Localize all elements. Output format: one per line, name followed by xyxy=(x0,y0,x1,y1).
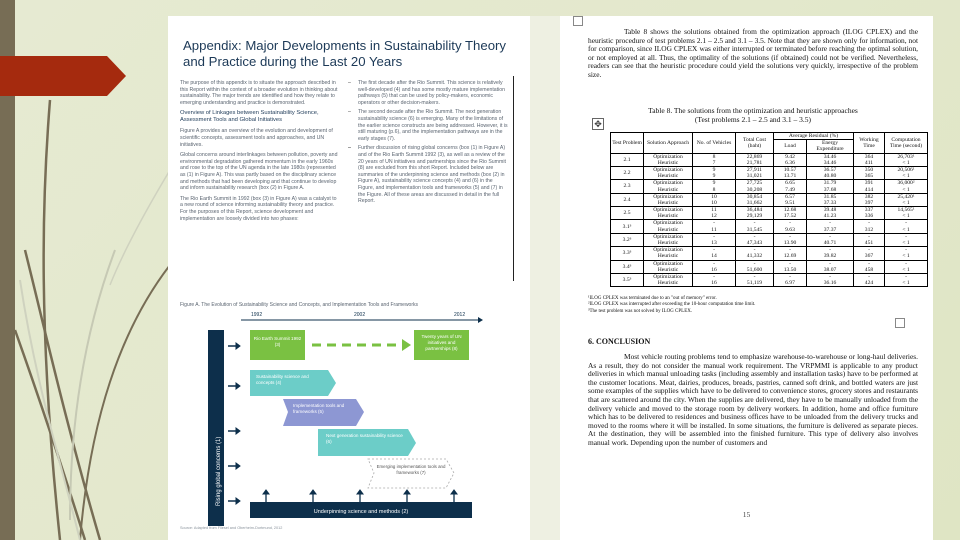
cell-test-problem: 3.2³ xyxy=(611,233,644,246)
cell-value: < 1 xyxy=(902,159,910,166)
cell-approach xyxy=(644,166,693,179)
table-caption-line: Table 8. The solutions from the optimization and heuristic approaches xyxy=(648,106,858,115)
table-caption xyxy=(588,106,918,124)
cell-value: Optimization xyxy=(653,220,683,227)
cell-test-problem: 2.3 xyxy=(611,180,644,193)
cell-vehicles xyxy=(693,207,736,220)
red-arrow-shape xyxy=(0,56,126,96)
cell-value: 37.33 xyxy=(823,199,837,206)
cell-value: 364 xyxy=(864,153,874,160)
table-move-handle[interactable]: ✥ xyxy=(592,118,604,130)
cell-value: 8 xyxy=(712,186,716,193)
cell-work xyxy=(854,233,885,246)
cell-value: - xyxy=(753,233,756,240)
concern-arrows xyxy=(228,343,240,504)
cell-value: 21,781 xyxy=(746,159,763,166)
cell-work xyxy=(854,180,885,193)
cell-comp xyxy=(885,193,928,206)
cell-value: Heuristic xyxy=(657,199,679,206)
cell-value: Heuristic xyxy=(657,186,679,193)
cell-energy xyxy=(807,207,854,220)
cell-value: - xyxy=(868,247,870,254)
cell-load xyxy=(774,166,807,179)
cell-value: 37.37 xyxy=(823,226,837,233)
cell-test-problem: 3.1³ xyxy=(611,220,644,233)
cell-value: 7 xyxy=(712,159,716,166)
cell-vehicles xyxy=(693,153,736,166)
page-number: 15 xyxy=(742,510,751,519)
cell-value: 37.68 xyxy=(823,186,837,193)
underpinning-science-label: Underpinning science and methods (2) xyxy=(313,509,409,515)
cell-value: 13 xyxy=(711,240,717,247)
cell-value: - xyxy=(713,220,715,227)
cell-cost xyxy=(736,166,774,179)
cell-value: - xyxy=(789,247,791,254)
cell-comp xyxy=(885,247,928,260)
cell-cost xyxy=(736,233,774,246)
conclusion-paragraph: Most vehicle routing problems tend to emphasize warehouse-to-warehouse or long-haul deliveries. As a result, they do not consider the manual work requirement. The VRPMMI is applicable to any product deliveries in which manual unloading tasks (including assembly and installation tasks) have to be performed at the customer locations. Meat, dairies, produces, breads, pastries, canned soft drink, and bottled waters are just some examples of the supplies which have to be delivered to convenience stores, grocery stores and restaurants that are scattered around the city. When the supplies are delivered, they have to be manually unloaded from the delivery vehicle and moved to the storage room by delivery workers. In addition, home and office furniture which has to be delivered to residences and business offices have to be unloaded from the delivery trucks and moved to the rooms where it will be installed. In some situations, the furniture is delivered as separate pieces. At the destination, they will be assembled into the finished furniture. This type of delivery also involves manual work. Depending upon the number of customers and xyxy=(588,352,918,447)
cell-value: - xyxy=(789,273,791,280)
cell-value: 41,332 xyxy=(746,253,763,260)
cell-energy xyxy=(807,153,854,166)
cell-value: 51,600 xyxy=(746,266,763,273)
cell-cost xyxy=(736,273,774,286)
cell-comp xyxy=(885,166,928,179)
cell-value: - xyxy=(905,247,907,254)
cell-value: 9.42 xyxy=(785,153,795,160)
table-footnotes xyxy=(588,296,755,315)
figure-caption: Figure A. The Evolution of Sustainability Science and Concepts, and Implementation Tools and Frameworks xyxy=(180,302,419,308)
cell-comp xyxy=(885,273,928,286)
cell-value: - xyxy=(905,260,907,267)
cell-value: 39.48 xyxy=(823,207,837,214)
cell-value: 336 xyxy=(864,213,874,220)
cell-value: 11 xyxy=(711,207,717,214)
header-average-residual: Average Residual (%) xyxy=(774,133,854,140)
cell-value: 27,911 xyxy=(746,166,763,173)
cell-load xyxy=(774,233,807,246)
table-caption-line: (Test problems 2.1 – 2.5 and 3.1 – 3.5) xyxy=(694,115,812,124)
left-column xyxy=(180,80,340,226)
cell-vehicles xyxy=(693,247,736,260)
cell-value: 411 xyxy=(864,159,874,166)
cell-value: Optimization xyxy=(653,260,683,267)
cell-value: - xyxy=(905,273,907,280)
cell-value: 367 xyxy=(864,253,874,260)
cell-value: 16 xyxy=(711,266,717,273)
cell-value: 31,545 xyxy=(746,226,763,233)
cell-value: Optimization xyxy=(653,193,683,200)
cell-value: 6.36 xyxy=(785,159,795,166)
cell-value: 26,703¹ xyxy=(897,153,915,160)
cell-test-problem: 2.1 xyxy=(611,153,644,166)
cell-value: - xyxy=(829,220,831,227)
cell-value: - xyxy=(868,273,870,280)
cell-cost xyxy=(736,193,774,206)
cell-value: 31.85 xyxy=(823,193,837,200)
rio-summit-label: Rio Earth Summit 1992 (3) xyxy=(253,336,302,347)
cell-value: 451 xyxy=(864,240,874,247)
footnote: ¹ILOG CPLEX was terminated due to an "out of memory" error. xyxy=(588,296,717,301)
cell-load xyxy=(774,180,807,193)
table-row xyxy=(611,247,928,260)
cell-value: - xyxy=(829,233,831,240)
cell-value: 41.23 xyxy=(823,213,837,220)
cell-vehicles xyxy=(693,220,736,233)
cell-value: 424 xyxy=(864,280,874,287)
cell-value: 51,119 xyxy=(746,280,763,287)
cell-approach xyxy=(644,193,693,206)
cell-value: 40.71 xyxy=(823,240,837,247)
table-row xyxy=(611,193,928,206)
cell-value: 382 xyxy=(864,193,874,200)
cell-value: Optimization xyxy=(653,247,683,254)
cell-value: 337 xyxy=(864,207,874,214)
paragraph: Global concerns around interlinkages between pollution, poverty and environmental degradation gathered momentum in the early 1960s and rose to the top of the UN agenda in the late 1980s (represented as (1) in Figure A). This was partly based on the disciplinary science and methods that had been developing and that continue to develop and inform sustainability research (box (2) in Figure A. xyxy=(180,152,338,192)
upward-arrows xyxy=(263,490,457,502)
cell-test-problem: 2.4 xyxy=(611,193,644,206)
cell-value: 397 xyxy=(864,199,874,206)
cell-value: 9 xyxy=(712,166,716,173)
cell-value: Heuristic xyxy=(657,240,679,247)
header-test-problem: Test Problem xyxy=(611,133,644,154)
twenty-years-label: Twenty years of UN initiatives and partnerships (8) xyxy=(421,334,462,351)
cell-vehicles xyxy=(693,260,736,273)
section-heading: 6. CONCLUSION xyxy=(588,337,651,346)
cell-value: 36,484 xyxy=(746,207,763,214)
header-working-time: Working Time xyxy=(854,133,885,154)
cell-value: Heuristic xyxy=(657,280,679,287)
cell-cost xyxy=(736,153,774,166)
cell-value: - xyxy=(713,273,715,280)
cell-value: 40.80 xyxy=(823,173,837,180)
cell-value: 312 xyxy=(864,226,874,233)
cell-load xyxy=(774,193,807,206)
cell-approach xyxy=(644,153,693,166)
cell-value: - xyxy=(829,273,831,280)
cell-value: 22,869 xyxy=(746,153,763,160)
results-table xyxy=(610,132,928,287)
cell-approach xyxy=(644,220,693,233)
cell-test-problem: 3.5³ xyxy=(611,273,644,286)
cell-cost xyxy=(736,180,774,193)
cell-value: 6.97 xyxy=(785,280,795,287)
cell-value: 20,506¹ xyxy=(897,166,915,173)
cell-value: 391 xyxy=(864,180,874,187)
cell-value: 31,662 xyxy=(746,199,763,206)
corner-crop-mark xyxy=(573,16,583,26)
table-row xyxy=(611,233,928,246)
column-divider xyxy=(513,76,514,281)
table-row xyxy=(611,180,928,193)
cell-value: - xyxy=(789,220,791,227)
table-row xyxy=(611,153,928,166)
emerging-tools-label: Emerging implementation tools and frameworks (7) xyxy=(376,464,446,475)
cell-value: - xyxy=(868,233,870,240)
footnote: ³The test problem was not solved by ILOG CPLEX. xyxy=(588,308,693,314)
cell-value: 11 xyxy=(711,226,717,233)
cell-vehicles xyxy=(693,273,736,286)
cell-value: < 1 xyxy=(902,226,910,233)
cell-value: 365 xyxy=(864,173,874,180)
cell-value: 38.07 xyxy=(823,266,837,273)
cell-value: 34.46 xyxy=(823,153,837,160)
cell-load xyxy=(774,273,807,286)
overview-subheading: Overview of Linkages between Sustainability Science, Assessment Tools and Global Initiatives xyxy=(180,110,319,124)
cell-work xyxy=(854,247,885,260)
cell-value: - xyxy=(905,220,907,227)
cell-value: 9 xyxy=(712,173,716,180)
cell-value: 34.46 xyxy=(823,159,837,166)
intro-paragraph: The purpose of this appendix is to situate the approach described in this Report within the context of a broader evolution in thinking about sustainability. The major trends are identified and how they relate to emerging understanding and practice is demonstrated. xyxy=(180,80,338,106)
table-row xyxy=(611,273,928,286)
cell-energy xyxy=(807,260,854,273)
cell-load xyxy=(774,247,807,260)
cell-energy xyxy=(807,220,854,233)
year-label: 2012 xyxy=(454,312,466,318)
cell-comp xyxy=(885,153,928,166)
header-total-cost: Total Cost (baht) xyxy=(736,133,774,154)
paragraph: The Rio Earth Summit in 1992 (box (3) in Figure A) was a catalyst to a new round of science informing sustainability theory and practice. For the purposes of this Report, science development and implementation are loosely divided into two phases: xyxy=(180,195,337,222)
cell-test-problem: 3.4³ xyxy=(611,260,644,273)
cell-value: - xyxy=(789,260,791,267)
cell-value: 31.79 xyxy=(823,180,837,187)
report-page xyxy=(560,16,933,540)
cell-value: < 1 xyxy=(902,199,910,206)
cell-value: < 1 xyxy=(902,213,910,220)
cell-value: - xyxy=(905,233,907,240)
list-item: – Further discussion of rising global concerns (box (1) in Figure A) and of the Rio Earth Summit 1992 (3), as well as a review of the 20 years of UN initiatives and partnerships since the Rio Summit (8) are excluded from this short Report. Included below are summaries of the underpinning science and methods (box (2) in Figure A), sustainability science concepts (4) and (6) in the Figure, and implementation tools and frameworks (5) and (7) in the Figure. All of these areas are discussed in detail in the full Report. xyxy=(348,145,510,204)
cell-value: 31,021 xyxy=(746,173,763,180)
cell-load xyxy=(774,260,807,273)
cell-value: Heuristic xyxy=(657,159,679,166)
cell-comp xyxy=(885,180,928,193)
cell-value: 9.51 xyxy=(785,199,795,206)
cell-value: 12.69 xyxy=(783,253,797,260)
cell-value: Heuristic xyxy=(657,226,679,233)
right-column xyxy=(348,80,510,208)
cell-load xyxy=(774,220,807,233)
table-row xyxy=(611,220,928,233)
appendix-page xyxy=(168,16,530,540)
header-computation-time: Computation Time (second) xyxy=(885,133,928,154)
year-label: 1992 xyxy=(251,312,263,318)
cell-cost xyxy=(736,220,774,233)
cell-value: 17.52 xyxy=(783,213,797,220)
cell-value: 12 xyxy=(711,213,717,220)
figure-source: Source: Adapted from Fliesel and Oberheim-Dortmund, 2012 xyxy=(180,526,283,530)
cell-value: - xyxy=(753,260,756,267)
cell-approach xyxy=(644,233,693,246)
sustainability-science-label: Sustainability science and concepts (4) xyxy=(256,374,309,385)
cell-value: Optimization xyxy=(653,273,683,280)
cell-value: - xyxy=(868,260,870,267)
header-load: Load xyxy=(774,140,807,153)
cell-vehicles xyxy=(693,166,736,179)
cell-work xyxy=(854,193,885,206)
cell-energy xyxy=(807,273,854,286)
cell-value: 16 xyxy=(711,280,717,287)
cell-value: 458 xyxy=(864,266,874,273)
cell-value: - xyxy=(753,247,756,254)
cell-vehicles xyxy=(693,193,736,206)
cell-value: Optimization xyxy=(653,166,683,173)
cell-value: Optimization xyxy=(653,207,683,214)
table-row xyxy=(611,166,928,179)
cell-vehicles xyxy=(693,233,736,246)
cell-value: < 1 xyxy=(902,173,910,180)
cell-cost xyxy=(736,260,774,273)
cell-vehicles xyxy=(693,180,736,193)
cell-value: Heuristic xyxy=(657,253,679,260)
cell-energy xyxy=(807,193,854,206)
cell-test-problem: 3.3³ xyxy=(611,247,644,260)
table-row xyxy=(611,207,928,220)
cell-load xyxy=(774,153,807,166)
cell-cost xyxy=(736,207,774,220)
implementation-tools-label: Implementation tools and frameworks (5) xyxy=(293,403,345,414)
cell-value: 36.57 xyxy=(823,166,837,173)
cell-value: - xyxy=(753,220,756,227)
cell-value: 6.65 xyxy=(785,180,795,187)
cell-energy xyxy=(807,247,854,260)
cell-value: 10 xyxy=(711,199,717,206)
footnote: ²ILOG CPLEX was interrupted after exceeding the 10-hour computation time limit. xyxy=(588,302,756,308)
cell-value: 350 xyxy=(864,166,874,173)
cell-value: 13.90 xyxy=(783,240,797,247)
cell-value: 25,420¹ xyxy=(897,193,915,200)
cell-value: 13.50 xyxy=(783,266,797,273)
cell-value: 13.71 xyxy=(783,173,797,180)
cell-value: Optimization xyxy=(653,180,683,187)
cell-approach xyxy=(644,247,693,260)
cell-approach xyxy=(644,273,693,286)
cell-work xyxy=(854,166,885,179)
cell-value: 9.63 xyxy=(785,226,795,233)
cell-approach xyxy=(644,180,693,193)
cell-value: 6.57 xyxy=(785,193,795,200)
cell-value: 414 xyxy=(864,186,874,193)
cell-value: - xyxy=(789,233,791,240)
cell-value: - xyxy=(753,273,756,280)
cell-value: 7.49 xyxy=(785,186,795,193)
cell-value: 39.82 xyxy=(823,253,837,260)
year-label: 2002 xyxy=(354,312,366,318)
cell-value: 27,725 xyxy=(746,180,763,187)
appendix-title: Appendix: Major Developments in Sustainability Theory and Practice during the Last 20 Years xyxy=(183,38,507,69)
cell-work xyxy=(854,220,885,233)
cell-value: 36.16 xyxy=(823,280,837,287)
cell-value: 9 xyxy=(712,180,716,187)
cell-value: 30,854 xyxy=(746,193,763,200)
cell-value: Optimization xyxy=(653,153,683,160)
header-vehicles: No. of Vehicles xyxy=(693,133,736,154)
cell-comp xyxy=(885,220,928,233)
cell-energy xyxy=(807,180,854,193)
header-energy: Energy Expenditure xyxy=(807,140,854,153)
cell-comp xyxy=(885,233,928,246)
cell-value: - xyxy=(713,260,715,267)
cell-value: 10.57 xyxy=(783,166,797,173)
cell-value: 29,129 xyxy=(746,213,763,220)
intro-paragraph: Table 8 shows the solutions obtained from the optimization approach (ILOG CPLEX) and the heuristic procedure of test problems 2.1 – 2.5 and 3.1 – 3.5. Note that they are shown only for information, not for comparison, since ILOG CPLEX was either interrupted or terminated before reaching the optimal solution, or not employed at all. Thus, the optimality of the solutions (if obtained) could not be verified. Nevertheless, readers can see that the heuristic procedure could yield the solutions very quickly, irrespective of the problem size. xyxy=(588,27,918,79)
cell-approach xyxy=(644,207,693,220)
cell-value: 10 xyxy=(711,193,717,200)
cell-work xyxy=(854,260,885,273)
header-solution-approach: Solution Approach xyxy=(644,133,693,154)
cell-approach xyxy=(644,260,693,273)
cell-value: < 1 xyxy=(902,266,910,273)
cell-value: < 1 xyxy=(902,240,910,247)
list-item: – The first decade after the Rio Summit. This science is relatively well-developed (4) and has some mostly mature implementation pathways (5) that can be used by policy-makers, economic operators or other decision-makers. xyxy=(348,80,510,106)
cell-value: 30,208 xyxy=(746,186,763,193)
cell-value: - xyxy=(713,247,715,254)
cell-value: 14,565¹ xyxy=(897,207,915,214)
cell-value: - xyxy=(713,233,715,240)
cell-work xyxy=(854,153,885,166)
table-row xyxy=(611,260,928,273)
rising-concerns-label: Rising global concerns (1) xyxy=(216,436,222,506)
cell-value: 47,343 xyxy=(746,240,763,247)
cell-value: < 1 xyxy=(902,253,910,260)
list-item: – The second decade after the Rio Summit. The next generation sustainability science (6) is emerging. Many of the limitations of the earlier science constructs are being addressed. However, it is still maturing (p.6), and the implementation pathways are in the early stages (7). xyxy=(348,109,510,142)
cell-value: < 1 xyxy=(902,280,910,287)
paragraph: Figure A provides an overview of the evolution and development of scientific concepts, assessment tools and approaches, and UN initiatives. xyxy=(180,128,333,148)
corner-crop-mark xyxy=(895,318,905,328)
cell-value: Heuristic xyxy=(657,213,679,220)
cell-value: < 1 xyxy=(902,186,910,193)
timeline-arrowhead xyxy=(478,317,483,323)
cell-work xyxy=(854,207,885,220)
cell-value: 12.68 xyxy=(783,207,797,214)
cell-value: 14 xyxy=(711,253,717,260)
cell-value: Heuristic xyxy=(657,173,679,180)
cell-load xyxy=(774,207,807,220)
cell-value: Heuristic xyxy=(657,266,679,273)
cell-comp xyxy=(885,207,928,220)
cell-cost xyxy=(736,247,774,260)
cell-test-problem: 2.5 xyxy=(611,207,644,220)
cell-value: Optimization xyxy=(653,233,683,240)
cell-value: - xyxy=(829,260,831,267)
next-generation-label: Next generation sustainability science (6) xyxy=(326,433,403,444)
evolution-figure xyxy=(178,306,518,531)
page-gutter xyxy=(530,16,560,540)
cell-work xyxy=(854,273,885,286)
cell-value: 36,000² xyxy=(897,180,915,187)
cell-energy xyxy=(807,233,854,246)
cell-energy xyxy=(807,166,854,179)
cell-comp xyxy=(885,260,928,273)
cell-value: - xyxy=(829,247,831,254)
cell-value: 8 xyxy=(712,153,716,160)
cell-value: - xyxy=(868,220,870,227)
cell-test-problem: 2.2 xyxy=(611,166,644,179)
